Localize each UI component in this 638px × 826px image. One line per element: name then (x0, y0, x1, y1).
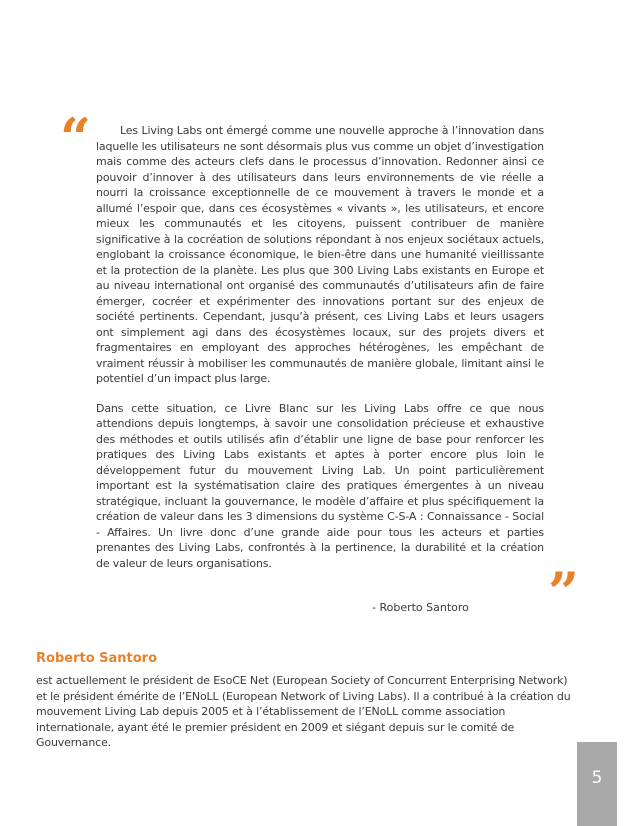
page-number: 5 (591, 768, 603, 788)
quote-signature: - Roberto Santoro (372, 601, 469, 614)
author-bio: est actuellement le président de EsoCE Net (European Society of Concurrent Enterprising Network) et le président émérite de l’ENoLL (European Network of Living Labs). Il a contribué à la création du mouvement Living Lab depuis 2005 et à l’établissement de l’ENoLL comme association internationale, ayant été le premier président en 2009 et siégant depuis sur le comité de Gouvernance. (36, 674, 571, 749)
page-number-tab (577, 742, 617, 826)
opening-quote-mark: “ (60, 106, 92, 170)
quote-paragraph-1: Les Living Labs ont émergé comme une nouvelle approche à l’innovation dans laquelle les utilisateurs ne sont désormais plus vus comme un objet d’investigation mais comme des acteurs clefs dans le processus d’innovation. Redonner ainsi ce pouvoir d’innover à des utilisateurs dans leurs environnements de vie réelle a nourri la croissance exceptionnelle de ce mouvement à travers le monde et a allumé l’espoir que, dans ces écosystèmes « vivants », les utilisateurs, et encore mieux les communautés et les citoyens, puissent contribuer de manière significative à la cocréation de solutions répondant à nos enjeux sociétaux actuels, englobant la croissance économique, le bien-être dans une humanité vieillissante et la protection de la planète. Les plus que 300 Living Labs existants en Europe et au niveau international ont organisé des communautés d’utilisateurs afin de faire émerger, cocréer et expérimenter des innovations portant sur des enjeux de société pertinents. Cependant, jusqu’à présent, ces Living Labs et leurs usagers ont simplement agi dans des écosystèmes locaux, sur des projets divers et fragmentaires en employant des approches hétérogènes, les empêchant de vraiment réussir à mobiliser les communautés de manière globale, limitant ainsi le potentiel d’un impact plus large. (96, 124, 544, 385)
closing-quote-mark: ” (548, 560, 580, 624)
quote-body (96, 123, 544, 571)
quote-paragraph-2: Dans cette situation, ce Livre Blanc sur les Living Labs offre ce que nous attendions depuis longtemps, à savoir une consolidation précieuse et exhaustive des méthodes et outils utilisés afin d’établir une ligne de base pour renforcer les pratiques des Living Labs existants et aptes à porter encore plus loin le développement futur du mouvement Living Lab. Un point particulièrement important est la systématisation claire des pratiques émergentes à un niveau stratégique, incluant la gouvernance, le modèle d’affaire et plus spécifiquement la création de valeur dans les 3 dimensions du système C-S-A : Connaissance - Social - Affaires. Un livre donc d’une grande aide pour tous les acteurs et parties prenantes des Living Labs, confrontés à la pertinence, la durabilité et la création de valeur de leurs organisations. (96, 401, 544, 570)
author-name: Roberto Santoro (36, 651, 158, 666)
